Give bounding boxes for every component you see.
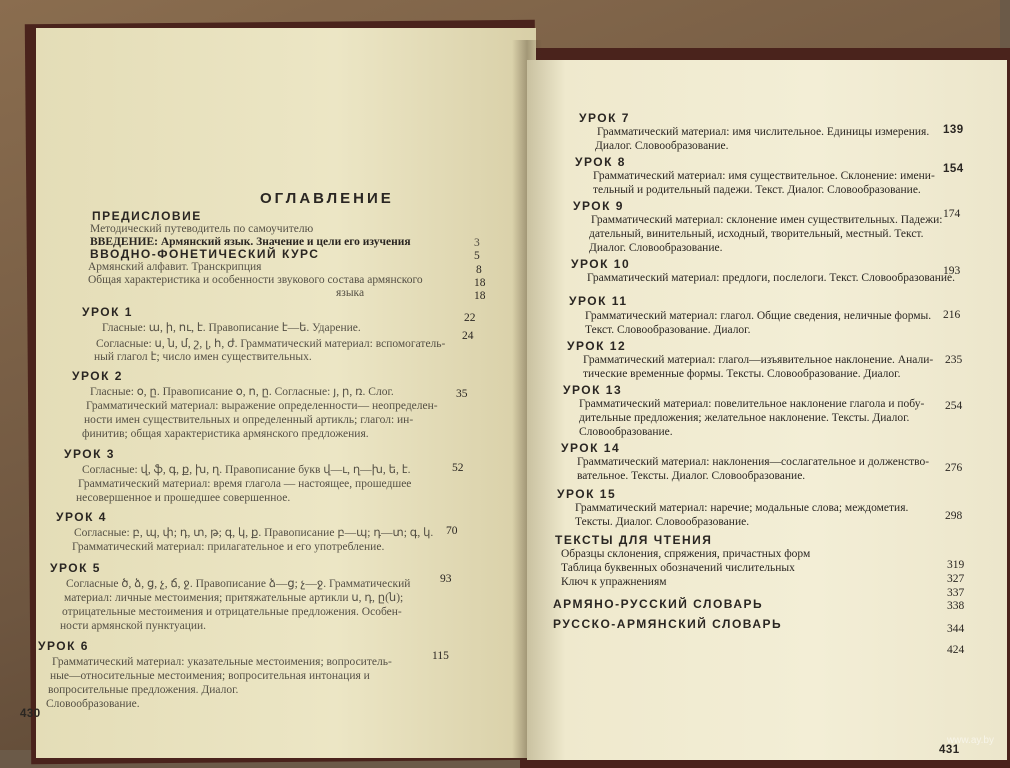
toc-entry: ности армянской пунктуации. [60,620,207,632]
lesson-heading: УРОК 14 [561,441,621,455]
toc-entry: Согласные: ս, ն, մ, շ, լ, հ, ժ. Грамматический материал: вспомогатель- [96,338,446,350]
page-number: 319 [947,559,965,571]
page-number: 35 [456,388,468,400]
toc-entry: Грамматический материал: предлоги, послелоги. Текст. Словообразование. [587,272,956,284]
toc-entry: Словообразование. [46,698,140,710]
toc-entry: Методический путеводитель по самоучителю [90,223,314,235]
toc-entry: вопросительные предложения. Диалог. [48,684,239,696]
page-number: 24 [462,330,474,342]
toc-entry: Диалог. Словообразование. [595,140,729,152]
toc-entry: Согласные ծ, ձ, ց, չ, ճ, ջ. Правописание ձ—ց; չ—ջ. Грамматический [66,578,411,590]
toc-entry: Грамматический материал: время глагола — настоящее, прошедшее [78,478,412,490]
page-number: 337 [947,587,965,599]
lesson-heading: УРОК 12 [567,339,627,353]
lesson-heading: УРОК 10 [571,257,631,271]
toc-entry: ности имен существительных и определенный артикль; глагол: ин- [84,414,414,426]
page-number: 298 [945,510,963,522]
toc-title: ОГЛАВЛЕНИЕ [260,190,394,207]
right-page [527,60,1007,760]
lesson-heading: УРОК 11 [569,294,628,308]
toc-entry: финитив; общая характеристика армянского предложения. [82,428,369,440]
lesson-heading: УРОК 2 [72,369,123,383]
lesson-heading: УРОК 7 [579,111,630,125]
page-number: 18 [474,290,486,302]
toc-entry: Согласные: վ, ֆ, գ, ք, խ, ղ. Правописание букв վ—ւ, ղ—խ, ե, է. [82,464,411,476]
page-number: 3 [474,237,480,249]
page-number: 424 [947,644,965,656]
left-page [20,28,536,758]
page-folio: 430 [20,708,41,720]
toc-entry: материал: личные местоимения; притяжательные артикли ս, դ, ը(ն); [64,592,404,604]
page-number: 139 [943,124,964,136]
toc-entry: ный глагол է; число имен существительных. [94,351,312,363]
toc-entry: Гласные: օ, ը. Правописание օ, ո, ը. Согласные: յ, ր, ռ. Слог. [90,386,394,398]
toc-entry: тельный и родительный падежи. Текст. Диалог. Словообразование. [593,184,921,196]
toc-entry: Грамматический материал: глагол—изъявительное наклонение. Анали- [583,354,934,366]
lesson-heading: УРОК 9 [573,199,624,213]
toc-entry: дительные предложения; желательное наклонение. Тексты. Диалог. [579,412,910,424]
toc-entry: Словообразование. [579,426,673,438]
page-number: 327 [947,573,965,585]
toc-entry: Грамматический материал: имя числительное. Единицы измерения. [597,126,930,138]
toc-heading: РУССКО-АРМЯНСКИЙ СЛОВАРЬ [553,617,783,631]
toc-entry: Текст. Словообразование. Диалог. [585,324,751,336]
page-number: 8 [476,264,482,276]
toc-entry: Грамматический материал: повелительное наклонение глагола и побу- [579,398,925,410]
lesson-heading: УРОК 15 [557,487,617,501]
toc-entry: Диалог. Словообразование. [589,242,723,254]
lesson-heading: УРОК 1 [82,305,133,319]
toc-entry: Грамматический материал: глагол. Общие сведения, неличные формы. [585,310,932,322]
toc-entry: Грамматический материал: склонение имен существительных. Падежи: [591,214,943,226]
toc-entry: Грамматический материал: имя существительное. Склонение: имени- [593,170,935,182]
page-number: 344 [947,623,965,635]
toc-entry: Грамматический материал: прилагательное и его употребление. [72,541,385,553]
toc-entry: дательный, винительный, исходный, творительный, местный. Текст. [589,228,924,240]
toc-entry: Согласные: բ, պ, փ; դ, տ, թ; գ, կ, ք. Правописание բ—պ; դ—տ; գ, կ. [74,527,434,539]
site-watermark: www.ay.by [946,735,994,746]
page-number: 93 [440,573,452,585]
page-number: 5 [474,250,480,262]
page-folio: 431 [939,744,960,756]
lesson-heading: УРОК 13 [563,383,623,397]
toc-entry: вательное. Тексты. Диалог. Словообразование. [577,470,806,482]
toc-entry: ВВЕДЕНИЕ: Армянский язык. Значение и цели его изучения [90,236,411,248]
toc-heading: АРМЯНО-РУССКИЙ СЛОВАРЬ [553,597,764,611]
toc-entry: Армянский алфавит. Транскрипция [88,261,262,273]
toc-entry: Тексты. Диалог. Словообразование. [575,516,750,528]
page-number: 193 [943,265,961,277]
toc-heading: ВВОДНО-ФОНЕТИЧЕСКИЙ КУРС [90,247,320,261]
page-number: 154 [943,163,964,175]
lesson-heading: УРОК 4 [56,510,107,524]
lesson-heading: УРОК 6 [38,639,89,653]
toc-entry: несовершенное и прошедшее совершенное. [76,492,291,504]
toc-entry: тические временные формы. Тексты. Словообразование. Диалог. [583,368,901,380]
page-number: 174 [943,208,961,220]
page-number: 338 [947,600,965,612]
toc-entry: Гласные: ա, ի, ու, է. Правописание է—ե. Ударение. [102,322,361,334]
toc-entry: Образцы склонения, спряжения, причастных форм [561,548,811,560]
toc-entry: Грамматический материал: выражение определенности— неопределен- [86,400,438,412]
lesson-heading: УРОК 3 [64,447,115,461]
toc-entry: Ключ к упражнениям [561,576,667,588]
toc-entry: ные—относительные местоимения; вопросительная интонация и [50,670,370,682]
page-number: 276 [945,462,963,474]
page-number: 254 [945,400,963,412]
page-number: 52 [452,462,464,474]
page-number: 18 [474,277,486,289]
lesson-heading: УРОК 8 [575,155,626,169]
toc-entry: отрицательные местоимения и отрицательные предложения. Особен- [62,606,402,618]
page-number: 115 [432,650,449,662]
toc-heading: ПРЕДИСЛОВИЕ [92,209,202,223]
page-number: 22 [464,312,476,324]
toc-heading: ТЕКСТЫ ДЛЯ ЧТЕНИЯ [555,533,713,547]
page-number: 216 [943,309,961,321]
toc-entry: Грамматический материал: указательные местоимения; вопроситель- [52,656,392,668]
toc-entry: Грамматический материал: наречие; модальные слова; междометия. [575,502,909,514]
toc-entry: языка [336,287,365,299]
page-number: 235 [945,354,963,366]
lesson-heading: УРОК 5 [50,561,101,575]
toc-entry: Общая характеристика и особенности звукового состава армянского [88,274,423,286]
toc-entry: Грамматический материал: наклонения—сослагательное и долженство- [577,456,930,468]
toc-entry: Таблица буквенных обозначений числительных [561,562,795,574]
page-number: 70 [446,525,458,537]
